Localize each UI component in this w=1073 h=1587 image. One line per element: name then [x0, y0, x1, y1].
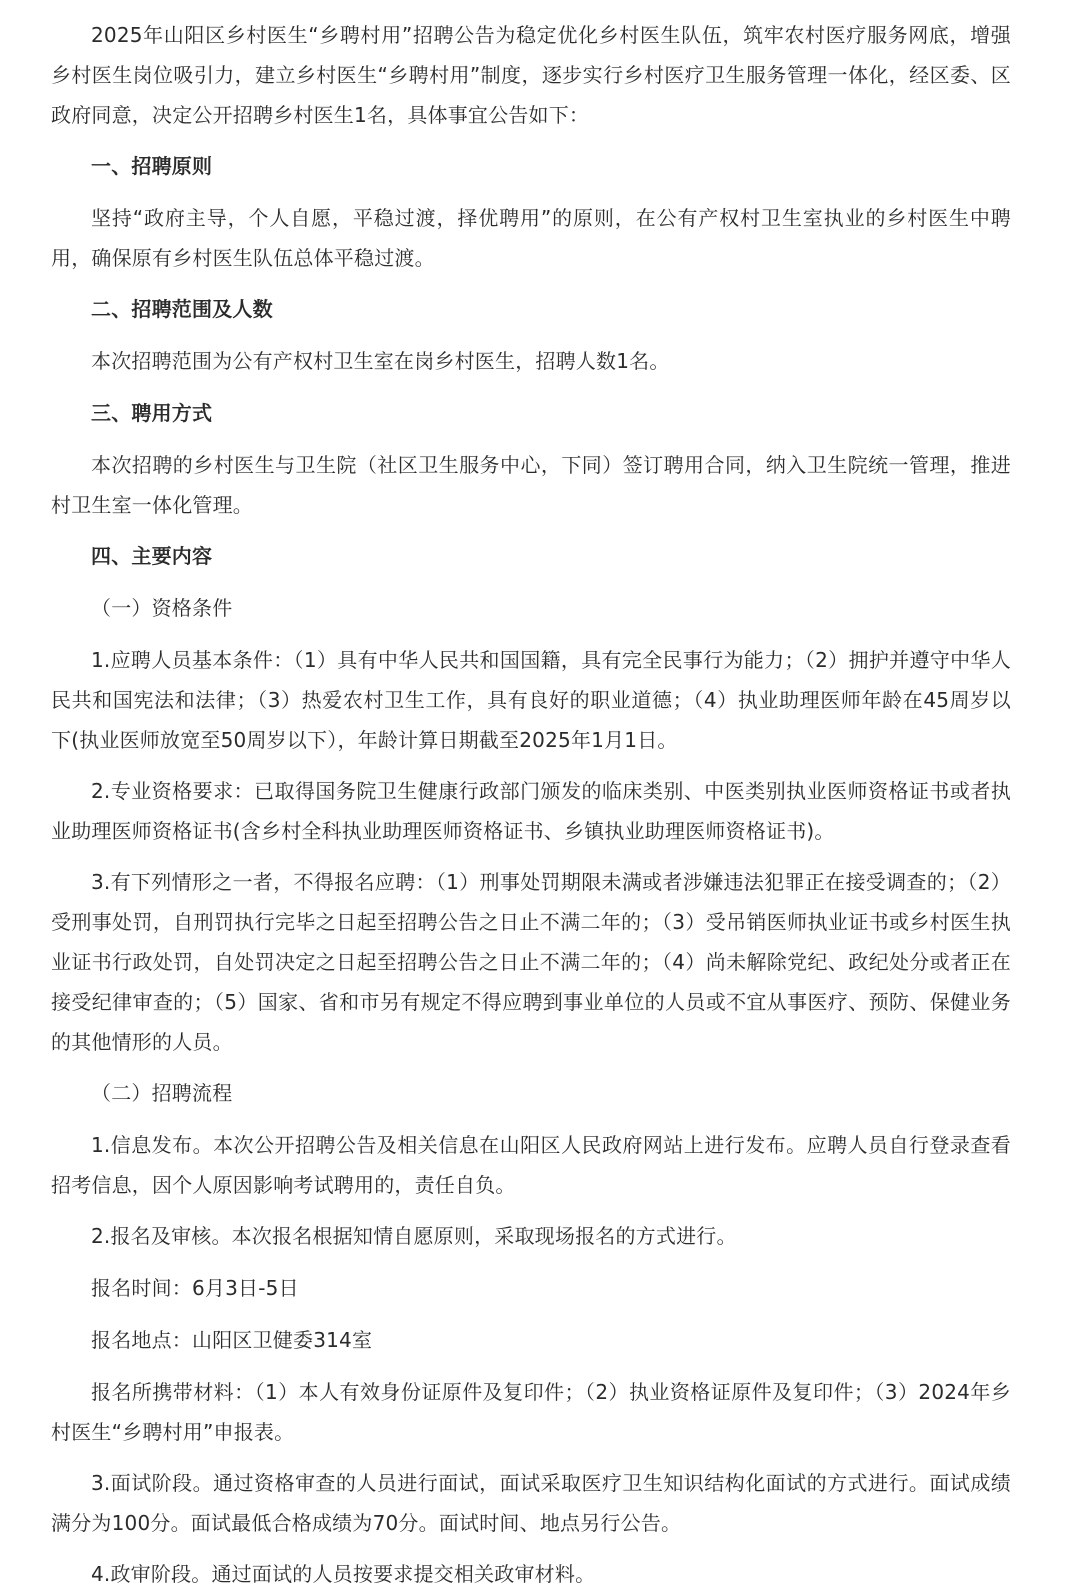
process-step-4: 4.政审阶段。通过面试的人员按要求提交相关政审材料。 — [91, 1562, 596, 1586]
section-heading-principle: 一、招聘原则 — [91, 154, 213, 178]
announcement-article — [51, 0, 1011, 1587]
subheading-qualifications: （一）资格条件 — [91, 596, 233, 620]
method-paragraph: 本次招聘的乡村医生与卫生院（社区卫生服务中心，下同）签订聘用合同，纳入卫生院统一管理，推进村卫生室一体化管理。 — [51, 453, 1011, 517]
process-step-3: 3.面试阶段。通过资格审查的人员进行面试，面试采取医疗卫生知识结构化面试的方式进行。面试成绩满分为100分。面试最低合格成绩为70分。面试时间、地点另行公告。 — [51, 1471, 1011, 1535]
subheading-process: （二）招聘流程 — [91, 1081, 233, 1105]
intro-paragraph: 2025年山阳区乡村医生“乡聘村用”招聘公告为稳定优化乡村医生队伍，筑牢农村医疗服务网底，增强乡村医生岗位吸引力，建立乡村医生“乡聘村用”制度，逐步实行乡村医疗卫生服务管理一体化，经区委、区政府同意，决定公开招聘乡村医生1名，具体事宜公告如下： — [51, 23, 1011, 127]
registration-place: 报名地点：山阳区卫健委314室 — [91, 1328, 373, 1352]
principle-paragraph: 坚持“政府主导，个人自愿，平稳过渡，择优聘用”的原则，在公有产权村卫生室执业的乡村医生中聘用，确保原有乡村医生队伍总体平稳过渡。 — [51, 206, 1011, 270]
qualification-item-1: 1.应聘人员基本条件：（1）具有中华人民共和国国籍，具有完全民事行为能力；（2）拥护并遵守中华人民共和国宪法和法律；（3）热爱农村卫生工作，具有良好的职业道德；（4）执业助理医师年龄在45周岁以下(执业医师放宽至50周岁以下），年龄计算日期截至2025年1月1日。 — [51, 648, 1011, 752]
process-step-2: 2.报名及审核。本次报名根据知情自愿原则，采取现场报名的方式进行。 — [91, 1224, 737, 1248]
section-heading-content: 四、主要内容 — [91, 544, 213, 568]
section-heading-method: 三、聘用方式 — [91, 401, 213, 425]
process-step-1: 1.信息发布。本次公开招聘公告及相关信息在山阳区人民政府网站上进行发布。应聘人员自行登录查看招考信息，因个人原因影响考试聘用的，责任自负。 — [51, 1133, 1011, 1197]
registration-time: 报名时间：6月3日-5日 — [91, 1276, 299, 1300]
section-heading-scope: 二、招聘范围及人数 — [91, 297, 273, 321]
qualification-item-3: 3.有下列情形之一者，不得报名应聘：（1）刑事处罚期限未满或者涉嫌违法犯罪正在接受调查的；（2）受刑事处罚，自刑罚执行完毕之日起至招聘公告之日止不满二年的；（3）受吊销医师执业证书或乡村医生执业证书行政处罚，自处罚决定之日起至招聘公告之日止不满二年的；（4）尚未解除党纪、政纪处分或者正在接受纪律审查的；（5）国家、省和市另有规定不得应聘到事业单位的人员或不宜从事医疗、预防、保健业务的其他情形的人员。 — [51, 870, 1011, 1054]
registration-materials: 报名所携带材料：（1）本人有效身份证原件及复印件；（2）执业资格证原件及复印件；（3）2024年乡村医生“乡聘村用”申报表。 — [51, 1380, 1011, 1444]
scope-paragraph: 本次招聘范围为公有产权村卫生室在岗乡村医生，招聘人数1名。 — [91, 349, 670, 373]
qualification-item-2: 2.专业资格要求：已取得国务院卫生健康行政部门颁发的临床类别、中医类别执业医师资格证书或者执业助理医师资格证书(含乡村全科执业助理医师资格证书、乡镇执业助理医师资格证书)。 — [51, 779, 1011, 843]
